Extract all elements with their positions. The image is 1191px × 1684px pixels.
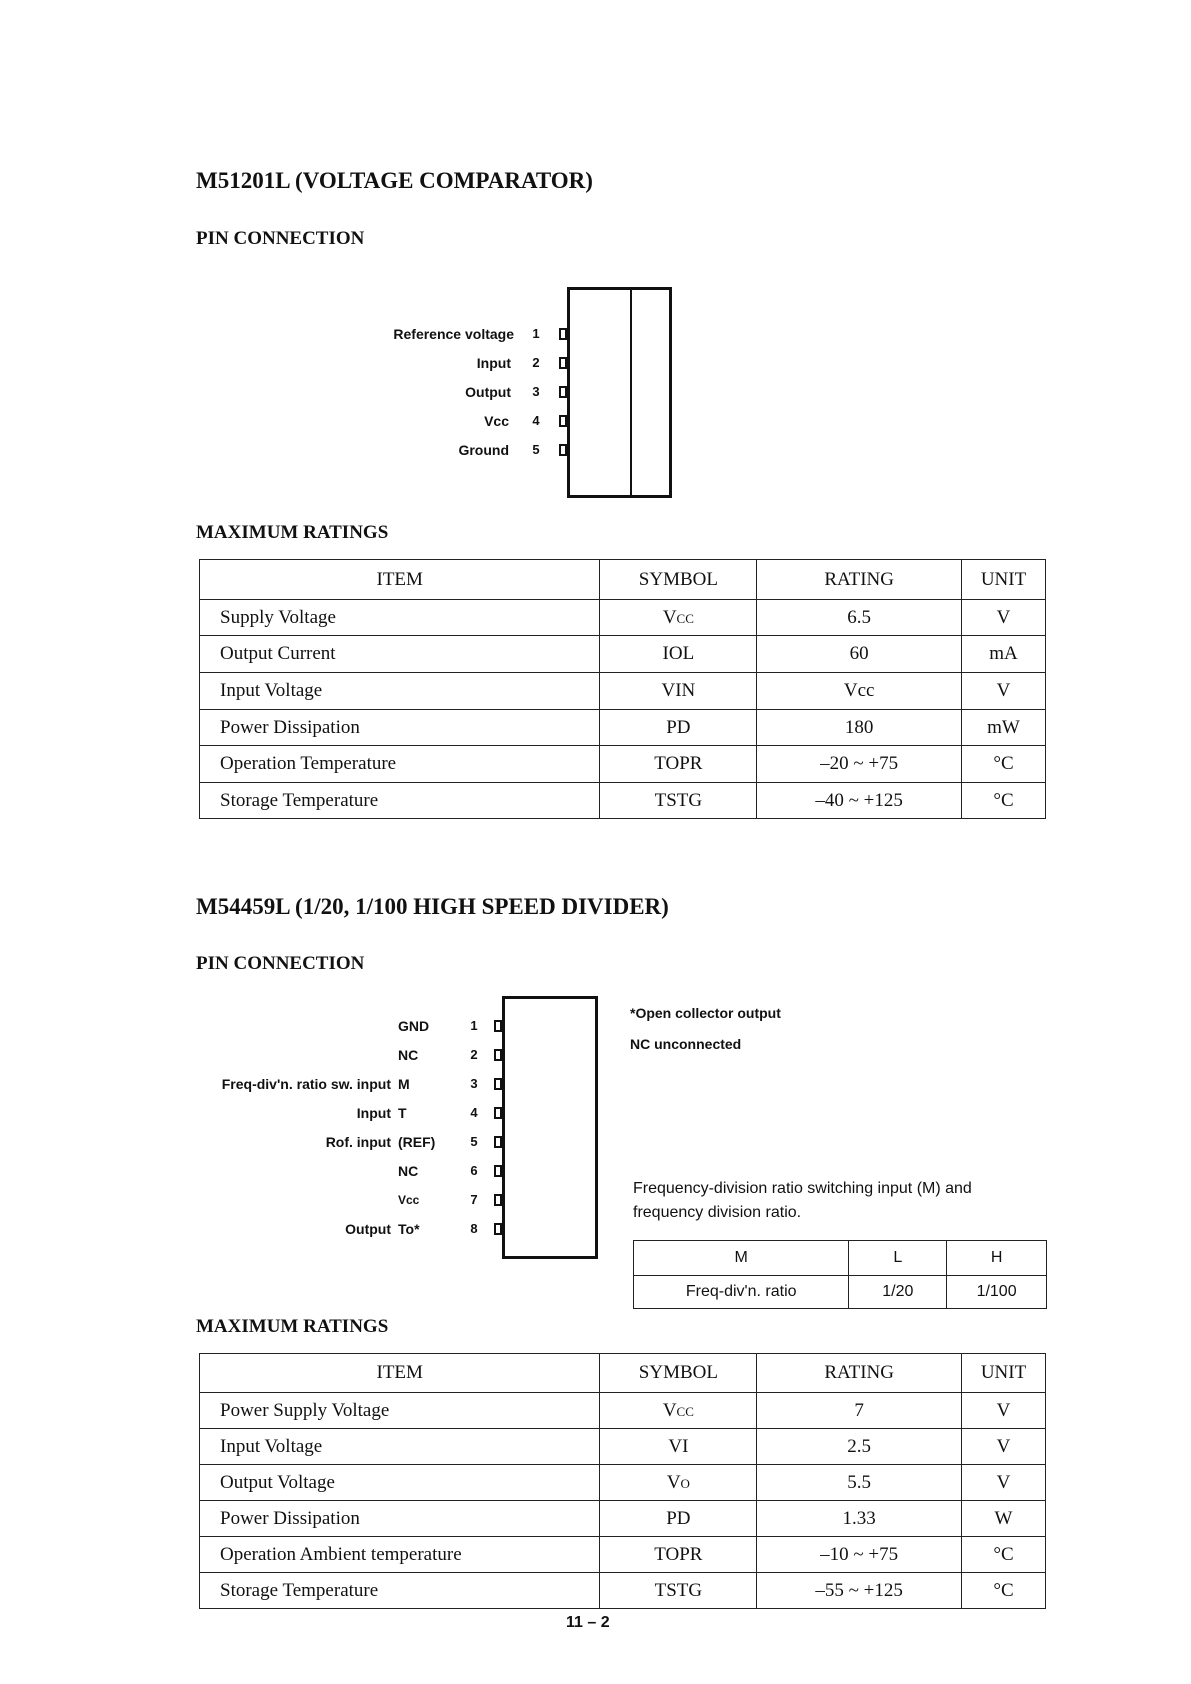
cell-unit: °C	[962, 783, 1046, 819]
pin-number: 7	[470, 1192, 478, 1207]
pin-terminal	[559, 386, 567, 398]
table-row	[200, 746, 1046, 783]
pin-terminal	[494, 1136, 502, 1148]
cell-rating: 6.5	[757, 600, 962, 636]
cell-rating: Vcc	[757, 673, 962, 710]
col-header-rating: RATING	[757, 1354, 962, 1393]
cell-symbol: TSTG	[600, 1573, 757, 1609]
note-nc-unconnected: NC unconnected	[630, 1036, 742, 1052]
col-header-unit: UNIT	[962, 560, 1046, 600]
table-row	[200, 1393, 1046, 1429]
cell-rating: 2.5	[757, 1429, 962, 1465]
table-row	[200, 1573, 1046, 1609]
pin-terminal	[494, 1165, 502, 1177]
cell-symbol: TOPR	[600, 746, 757, 783]
cell-unit: mW	[962, 710, 1046, 746]
pin-name: NC	[398, 1163, 419, 1179]
pin-label: Ground	[458, 442, 509, 458]
pin-desc: Freq-div'n. ratio sw. input	[221, 1076, 391, 1092]
pin-desc: Input	[356, 1105, 391, 1121]
pin-terminal	[494, 1020, 502, 1032]
table-row	[200, 636, 1046, 673]
freq-ratio-h: 1/100	[947, 1276, 1047, 1309]
page-number: 11 – 2	[566, 1614, 610, 1631]
pin-label: Reference voltage	[393, 326, 514, 342]
pin-number: 2	[470, 1047, 478, 1062]
table-header-row	[200, 560, 1046, 600]
pin-terminal	[559, 415, 567, 427]
table-row	[634, 1276, 1047, 1309]
pin-terminal	[559, 357, 567, 369]
cell-rating: –55 ~ +125	[757, 1573, 962, 1609]
freq-header-m: M	[634, 1241, 849, 1276]
cell-unit: °C	[962, 746, 1046, 783]
cell-symbol: Vcc	[600, 600, 757, 636]
cell-item: Output Current	[200, 636, 600, 673]
cell-symbol: VI	[600, 1429, 757, 1465]
cell-rating: –10 ~ +75	[757, 1537, 962, 1573]
cell-unit: W	[962, 1501, 1046, 1537]
pin-number: 5	[470, 1134, 478, 1149]
cell-rating: 1.33	[757, 1501, 962, 1537]
cell-unit: V	[962, 1429, 1046, 1465]
section2-ratings-heading: MAXIMUM RATINGS	[196, 1316, 389, 1337]
col-header-symbol: SYMBOL	[600, 560, 757, 600]
table-row	[200, 1429, 1046, 1465]
cell-unit: V	[962, 600, 1046, 636]
pin-name: GND	[398, 1018, 430, 1034]
cell-rating: –20 ~ +75	[757, 746, 962, 783]
cell-symbol: VIN	[600, 673, 757, 710]
pin-label: Output	[465, 384, 511, 400]
cell-symbol: TOPR	[600, 1537, 757, 1573]
pin-terminal	[494, 1107, 502, 1119]
cell-unit: V	[962, 1465, 1046, 1501]
pin-terminal	[559, 328, 567, 340]
section1-pin-heading: PIN CONNECTION	[196, 228, 365, 249]
pin-number: 8	[470, 1221, 478, 1236]
cell-unit: mA	[962, 636, 1046, 673]
freq-header-l: L	[849, 1241, 947, 1276]
section1-ratings-heading: MAXIMUM RATINGS	[196, 522, 389, 543]
section2-title: M54459L (1/20, 1/100 HIGH SPEED DIVIDER)	[196, 894, 669, 919]
col-header-rating: RATING	[757, 560, 962, 600]
section2-ratings-table	[199, 1353, 1046, 1609]
col-header-item: ITEM	[200, 1354, 600, 1393]
section1-title: M51201L (VOLTAGE COMPARATOR)	[196, 168, 593, 193]
col-header-symbol: SYMBOL	[600, 1354, 757, 1393]
cell-item: Output Voltage	[200, 1465, 600, 1501]
note-open-collector: *Open collector output	[630, 1005, 781, 1021]
section2-pin-heading: PIN CONNECTION	[196, 953, 365, 974]
table-row	[200, 673, 1046, 710]
pin-name: M	[398, 1076, 410, 1092]
freq-header-h: H	[947, 1241, 1047, 1276]
cell-item: Power Supply Voltage	[200, 1393, 600, 1429]
table-header-row	[634, 1241, 1047, 1276]
section1-ratings-table	[199, 559, 1046, 819]
cell-item: Operation Ambient temperature	[200, 1537, 600, 1573]
pin-label: Vcc	[484, 413, 509, 429]
cell-item: Operation Temperature	[200, 746, 600, 783]
cell-item: Power Dissipation	[200, 710, 600, 746]
cell-symbol: Vo	[600, 1465, 757, 1501]
pin-terminal	[494, 1049, 502, 1061]
cell-symbol: PD	[600, 710, 757, 746]
pin-label: Input	[476, 355, 511, 371]
cell-item: Storage Temperature	[200, 783, 600, 819]
pin-number: 3	[470, 1076, 478, 1091]
pin-terminal	[494, 1078, 502, 1090]
cell-unit: °C	[962, 1573, 1046, 1609]
table-row	[200, 783, 1046, 819]
cell-unit: V	[962, 1393, 1046, 1429]
cell-item: Input Voltage	[200, 673, 600, 710]
pin-number: 1	[470, 1018, 478, 1033]
pin-name: T	[398, 1105, 407, 1121]
cell-item: Power Dissipation	[200, 1501, 600, 1537]
freq-desc-line-1: Frequency-division ratio switching input (M) and	[633, 1180, 972, 1197]
pin-desc: Output	[345, 1221, 391, 1237]
pin-number: 5	[532, 442, 540, 457]
pin-terminal	[559, 444, 567, 456]
pin-number: 1	[532, 326, 540, 341]
pin-number: 3	[532, 384, 540, 399]
cell-rating: 7	[757, 1393, 962, 1429]
pin-terminal	[494, 1194, 502, 1206]
table-row	[200, 710, 1046, 746]
pin-number: 6	[470, 1163, 478, 1178]
cell-rating: –40 ~ +125	[757, 783, 962, 819]
freq-desc-line-2: frequency division ratio.	[633, 1204, 802, 1221]
cell-rating: 5.5	[757, 1465, 962, 1501]
pin-terminal	[494, 1223, 502, 1235]
freq-description	[633, 1177, 1053, 1225]
pin-name: To*	[398, 1221, 420, 1237]
table-row	[200, 1501, 1046, 1537]
cell-unit: V	[962, 673, 1046, 710]
freq-row-label: Freq-div'n. ratio	[634, 1276, 849, 1309]
table-header-row	[200, 1354, 1046, 1393]
pin-number: 4	[470, 1105, 478, 1120]
section1-chip-body	[567, 287, 672, 498]
pin-name: Vcc	[398, 1193, 420, 1207]
pin-name: (REF)	[398, 1134, 436, 1150]
table-row	[200, 1465, 1046, 1501]
col-header-item: ITEM	[200, 560, 600, 600]
cell-symbol: TSTG	[600, 783, 757, 819]
cell-symbol: Vcc	[600, 1393, 757, 1429]
cell-unit: °C	[962, 1537, 1046, 1573]
pin-number: 4	[532, 413, 540, 428]
cell-rating: 60	[757, 636, 962, 673]
freq-ratio-l: 1/20	[849, 1276, 947, 1309]
cell-symbol: PD	[600, 1501, 757, 1537]
cell-item: Storage Temperature	[200, 1573, 600, 1609]
cell-symbol: IOL	[600, 636, 757, 673]
pin-number: 2	[532, 355, 540, 370]
pin-desc: Rof. input	[325, 1134, 391, 1150]
section2-chip-body	[502, 996, 598, 1259]
table-row	[200, 600, 1046, 636]
cell-rating: 180	[757, 710, 962, 746]
cell-item: Input Voltage	[200, 1429, 600, 1465]
table-row	[200, 1537, 1046, 1573]
pin-name: NC	[398, 1047, 419, 1063]
freq-ratio-table	[633, 1240, 1047, 1309]
col-header-unit: UNIT	[962, 1354, 1046, 1393]
cell-item: Supply Voltage	[200, 600, 600, 636]
